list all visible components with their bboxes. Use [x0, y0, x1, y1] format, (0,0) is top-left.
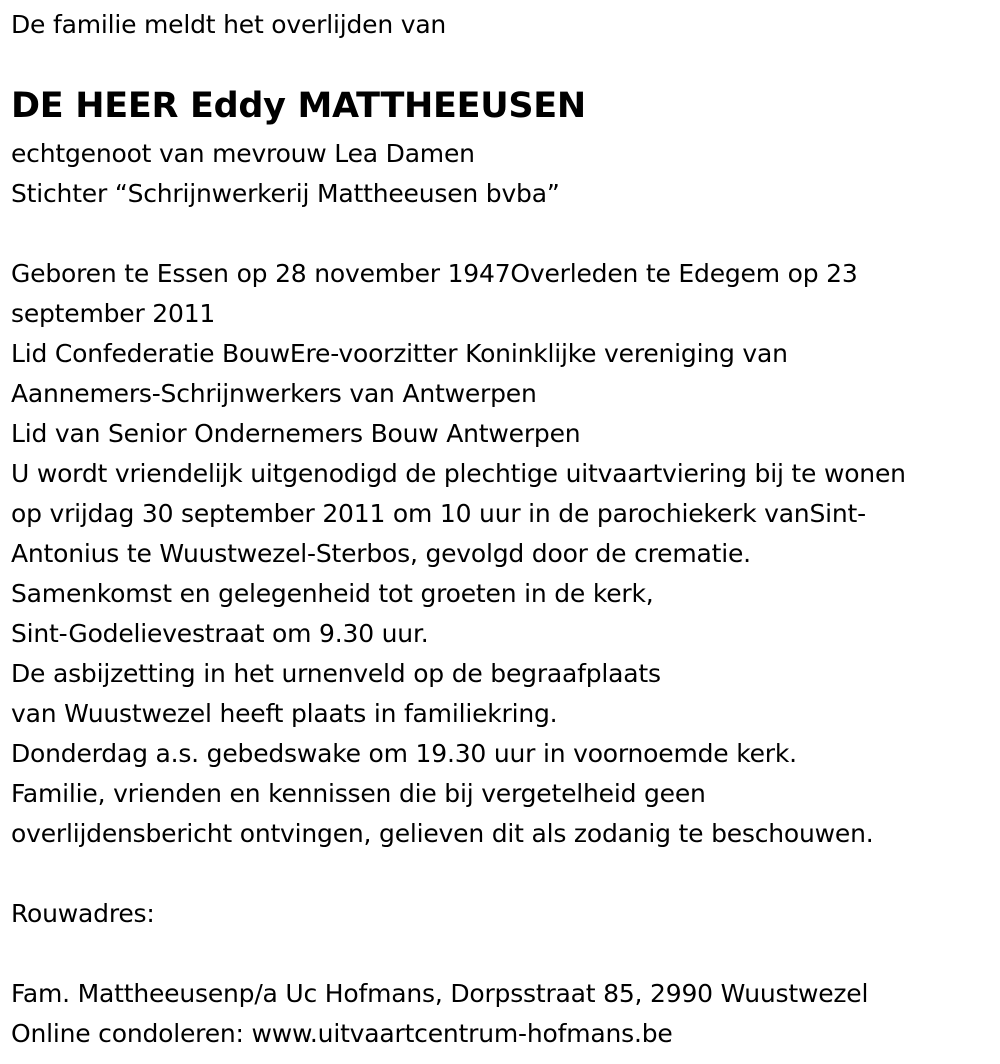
intro-text: De familie meldt het overlijden van [11, 10, 447, 39]
birth-death-line: Geboren te Essen op 28 november 1947Overleden te Edegem op 23 [11, 259, 858, 288]
online-condolence: Online condoleren: www.uitvaartcentrum-hofmans.be [11, 1019, 673, 1048]
vigil-line: Donderdag a.s. gebedswake om 19.30 uur in voornoemde kerk. [11, 739, 797, 768]
burial-line-2: van Wuustwezel heeft plaats in familiekring. [11, 699, 558, 728]
gathering-line-1: Samenkomst en gelegenheid tot groeten in de kerk, [11, 579, 654, 608]
mourning-address: Fam. Mattheeusenp/a Uc Hofmans, Dorpsstraat 85, 2990 Wuustwezel [11, 979, 869, 1008]
funeral-line-1: U wordt vriendelijk uitgenodigd de plechtige uitvaartviering bij te wonen [11, 459, 906, 488]
notice-line-1: Familie, vrienden en kennissen die bij vergetelheid geen [11, 779, 706, 808]
funeral-line-3: Antonius te Wuustwezel-Sterbos, gevolgd door de crematie. [11, 539, 751, 568]
mourning-address-label: Rouwadres: [11, 899, 155, 928]
gathering-line-2: Sint-Godelievestraat om 9.30 uur. [11, 619, 429, 648]
deceased-name-title: DE HEER Eddy MATTHEEUSEN [11, 86, 586, 126]
membership-line-2: Aannemers-Schrijnwerkers van Antwerpen [11, 379, 537, 408]
founder-line: Stichter “Schrijnwerkerij Mattheeusen bvba” [11, 179, 560, 208]
funeral-line-2: op vrijdag 30 september 2011 om 10 uur in de parochiekerk vanSint- [11, 499, 866, 528]
notice-line-2: overlijdensbericht ontvingen, gelieven dit als zodanig te beschouwen. [11, 819, 874, 848]
membership-line-1: Lid Confederatie BouwEre-voorzitter Koninklijke vereniging van [11, 339, 788, 368]
spouse-line: echtgenoot van mevrouw Lea Damen [11, 139, 475, 168]
burial-line-1: De asbijzetting in het urnenveld op de begraafplaats [11, 659, 661, 688]
death-date-line: september 2011 [11, 299, 216, 328]
membership-line-3: Lid van Senior Ondernemers Bouw Antwerpen [11, 419, 581, 448]
